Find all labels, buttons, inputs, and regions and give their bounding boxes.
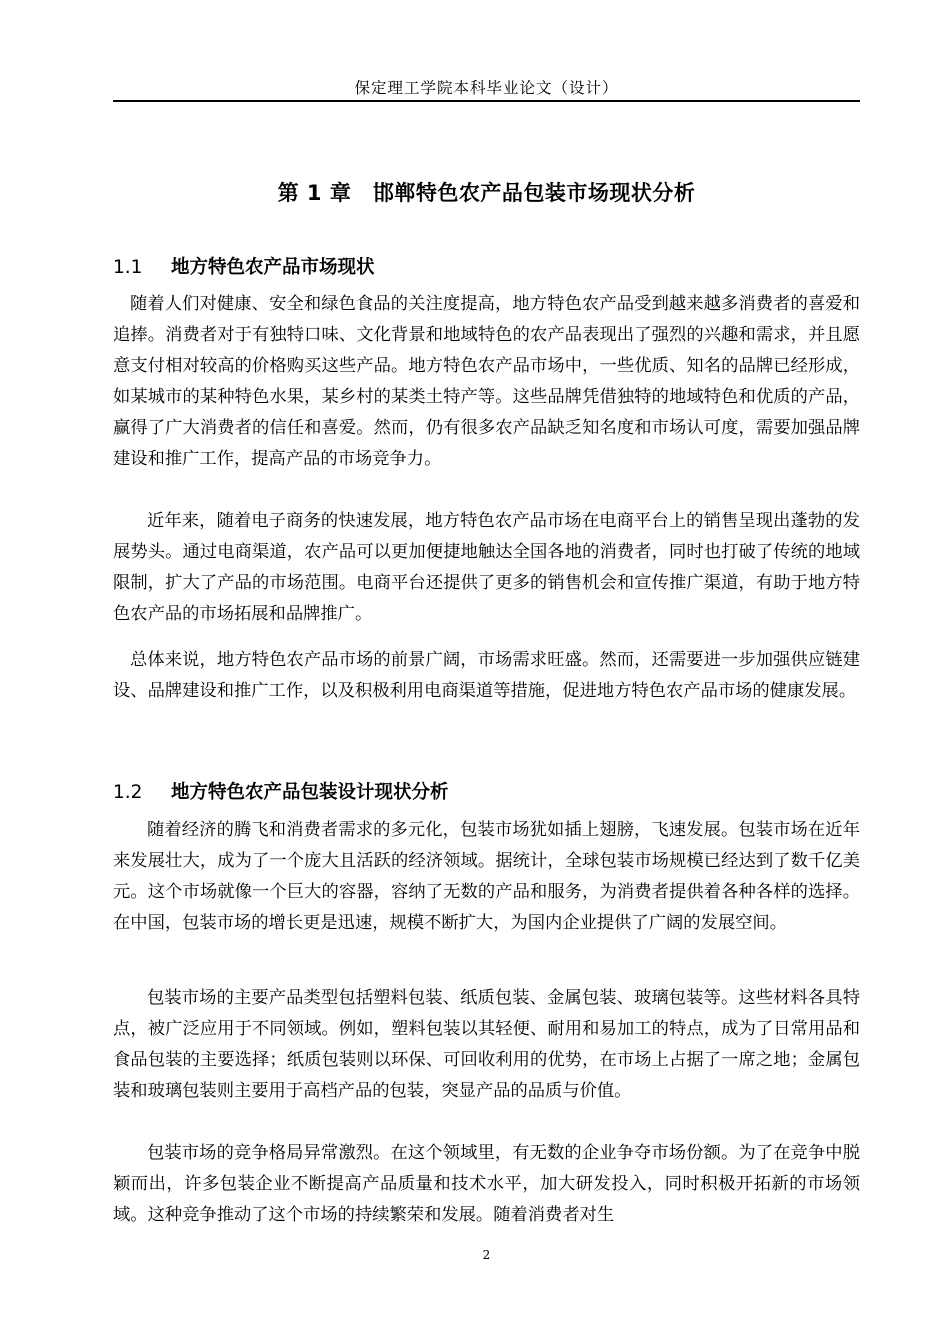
section-number: 1.2	[113, 782, 143, 803]
header-rule	[113, 100, 860, 102]
section-title-text: 地方特色农产品包装设计现状分析	[171, 782, 449, 803]
section-number: 1.1	[113, 257, 143, 278]
running-header: 保定理工学院本科毕业论文（设计）	[354, 79, 619, 97]
paragraph: 随着经济的腾飞和消费者需求的多元化，包装市场犹如插上翅膀，飞速发展。包装市场在近年来发展壮大，成为了一个庞大且活跃的经济领域。据统计，全球包装市场规模已经达到了数千亿美元。这个市场就像一个巨大的容器，容纳了无数的产品和服务，为消费者提供着各种各样的选择。在中国，包装市场的增长更是迅速，规模不断扩大，为国内企业提供了广阔的发展空间。	[113, 820, 860, 933]
section-heading-1-2	[113, 778, 860, 804]
section-heading-1-1	[113, 253, 860, 279]
paragraph: 随着人们对健康、安全和绿色食品的关注度提高，地方特色农产品受到越来越多消费者的喜爱和追捧。消费者对于有独特口味、文化背景和地域特色的农产品表现出了强烈的兴趣和需求，并且愿意支付相对较高的价格购买这些产品。地方特色农产品市场中，一些优质、知名的品牌已经形成，如某城市的某种特色水果，某乡村的某类土特产等。这些品牌凭借独特的地域特色和优质的产品，赢得了广大消费者的信任和喜爱。然而，仍有很多农产品缺乏知名度和市场认可度，需要加强品牌建设和推广工作，提高产品的市场竞争力。	[113, 294, 860, 469]
paragraph: 近年来，随着电子商务的快速发展，地方特色农产品市场在电商平台上的销售呈现出蓬勃的发展势头。通过电商渠道，农产品可以更加便捷地触达全国各地的消费者，同时也打破了传统的地域限制，扩大了产品的市场范围。电商平台还提供了更多的销售机会和宣传推广渠道，有助于地方特色农产品的市场拓展和品牌推广。	[113, 511, 860, 624]
page-number: 2	[482, 1248, 491, 1262]
paragraph: 包装市场的主要产品类型包括塑料包装、纸质包装、金属包装、玻璃包装等。这些材料各具特点，被广泛应用于不同领域。例如，塑料包装以其轻便、耐用和易加工的特点，成为了日常用品和食品包装的主要选择；纸质包装则以环保、可回收利用的优势，在市场上占据了一席之地；金属包装和玻璃包装则主要用于高档产品的包装，突显产品的品质与价值。	[113, 988, 860, 1101]
paragraph: 总体来说，地方特色农产品市场的前景广阔，市场需求旺盛。然而，还需要进一步加强供应链建设、品牌建设和推广工作，以及积极利用电商渠道等措施，促进地方特色农产品市场的健康发展。	[113, 650, 860, 701]
paragraph: 包装市场的竞争格局异常激烈。在这个领域里，有无数的企业争夺市场份额。为了在竞争中脱颖而出，许多包装企业不断提高产品质量和技术水平，加大研发投入，同时积极开拓新的市场领域。这种竞争推动了这个市场的持续繁荣和发展。随着消费者对生	[113, 1143, 860, 1225]
section-title-text: 地方特色农产品市场现状	[171, 257, 375, 278]
chapter-title: 第 1 章 邯郸特色农产品包装市场现状分析	[277, 181, 696, 205]
